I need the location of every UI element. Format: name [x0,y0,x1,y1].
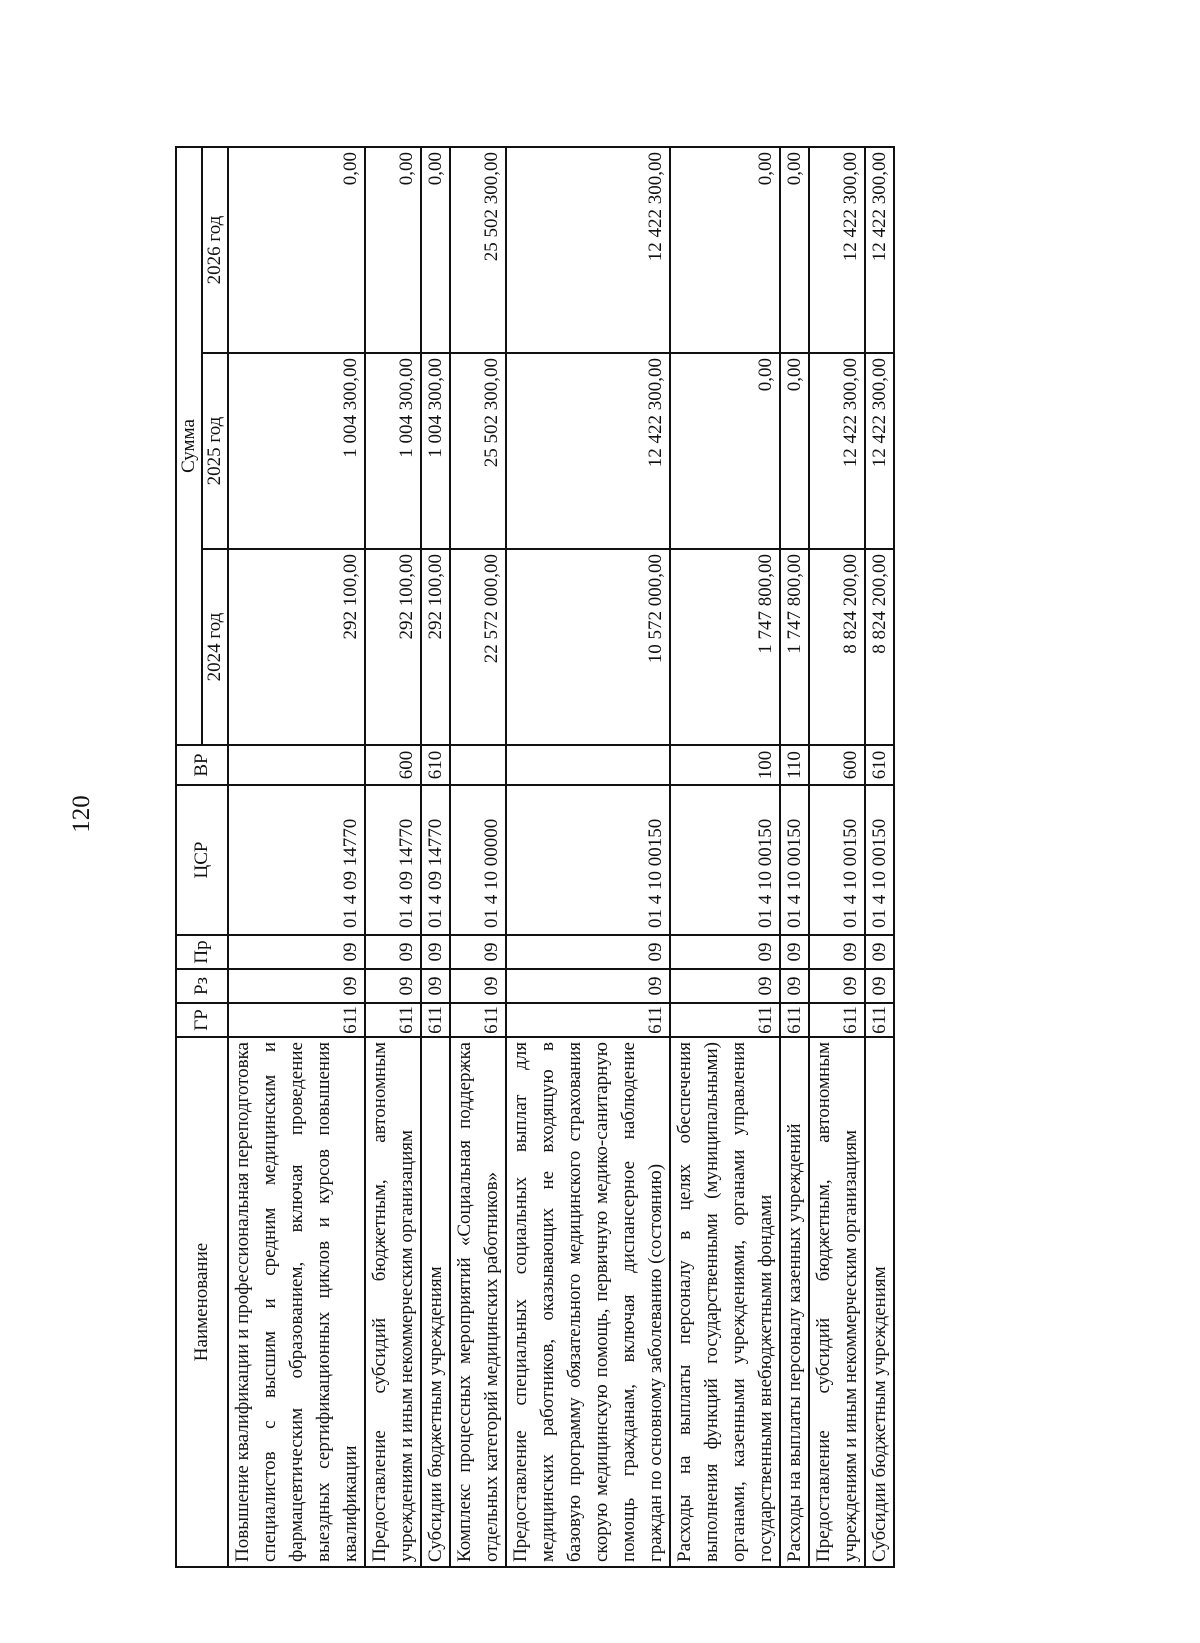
row-2026: 0,00 [780,147,809,353]
row-2024: 292 100,00 [421,549,450,745]
row-2025: 0,00 [670,353,780,549]
row-2025: 1 004 300,00 [228,353,365,549]
table-row [365,147,421,1567]
row-csr: 01 4 10 00150 [780,785,809,935]
row-gr: 611 [228,1003,365,1037]
row-vr: 600 [365,745,421,785]
table-row [809,147,865,1567]
row-csr: 01 4 09 14770 [421,785,450,935]
row-csr: 01 4 10 00150 [809,785,865,935]
row-vr: 610 [421,745,450,785]
row-pr: 09 [506,935,670,969]
row-2025: 1 004 300,00 [421,353,450,549]
row-2024: 10 572 000,00 [506,549,670,745]
row-pr: 09 [670,935,780,969]
row-name: Расходы на выплаты персоналу в целях обеспечения выполнения функций государственными (муниципальными) органами, казенными учреждениями, органами управления государственными внебюджетными фондами [670,1037,780,1567]
row-2025: 12 422 300,00 [865,353,894,549]
row-2026: 0,00 [421,147,450,353]
row-2024: 8 824 200,00 [809,549,865,745]
row-rz: 09 [506,969,670,1003]
row-vr [228,745,365,785]
row-name: Субсидии бюджетным учреждениям [865,1037,894,1567]
row-2024: 1 747 800,00 [670,549,780,745]
row-gr: 611 [365,1003,421,1037]
row-vr: 100 [670,745,780,785]
header-2026: 2026 год [202,147,228,353]
header-csr: ЦСР [176,785,228,935]
row-pr: 09 [865,935,894,969]
header-2024: 2024 год [202,549,228,745]
row-rz: 09 [780,969,809,1003]
row-csr: 01 4 10 00150 [670,785,780,935]
row-2026: 12 422 300,00 [865,147,894,353]
row-csr: 01 4 09 14770 [228,785,365,935]
row-2025: 25 502 300,00 [450,353,506,549]
budget-table [175,146,895,1568]
row-2025: 12 422 300,00 [809,353,865,549]
row-vr: 110 [780,745,809,785]
row-rz: 09 [450,969,506,1003]
row-2024: 1 747 800,00 [780,549,809,745]
row-name: Комплекс процессных мероприятий «Социальная поддержка отдельных категорий медицинских работников» [450,1037,506,1567]
table-row [506,147,670,1567]
row-gr: 611 [450,1003,506,1037]
row-2026: 0,00 [228,147,365,353]
row-rz: 09 [809,969,865,1003]
row-name: Предоставление субсидий бюджетным, автономным учреждениям и иным некоммерческим организациям [809,1037,865,1567]
row-vr [450,745,506,785]
row-2024: 292 100,00 [228,549,365,745]
table-header-row [176,147,202,1567]
row-2024: 292 100,00 [365,549,421,745]
header-pr: Пр [176,935,228,969]
row-2024: 8 824 200,00 [865,549,894,745]
row-pr: 09 [450,935,506,969]
row-gr: 611 [809,1003,865,1037]
budget-table-rotated [175,148,965,1568]
row-gr: 611 [865,1003,894,1037]
page-number: 120 [68,795,95,833]
table-row [450,147,506,1567]
row-pr: 09 [780,935,809,969]
row-name: Субсидии бюджетным учреждениям [421,1037,450,1567]
header-gr: ГР [176,1003,228,1037]
table-row [865,147,894,1567]
row-csr: 01 4 09 14770 [365,785,421,935]
row-2026: 25 502 300,00 [450,147,506,353]
header-vr: ВР [176,745,228,785]
row-gr: 611 [506,1003,670,1037]
table-row [780,147,809,1567]
header-rz: Рз [176,969,228,1003]
table-row [670,147,780,1567]
header-2025: 2025 год [202,353,228,549]
row-name: Расходы на выплаты персоналу казенных учреждений [780,1037,809,1567]
row-rz: 09 [865,969,894,1003]
row-csr: 01 4 10 00000 [450,785,506,935]
row-vr: 600 [809,745,865,785]
row-pr: 09 [228,935,365,969]
row-rz: 09 [365,969,421,1003]
row-2026: 12 422 300,00 [506,147,670,353]
row-2024: 22 572 000,00 [450,549,506,745]
row-gr: 611 [421,1003,450,1037]
header-name: Наименование [176,1037,228,1567]
table-row [421,147,450,1567]
table-row [228,147,365,1567]
row-gr: 611 [670,1003,780,1037]
row-pr: 09 [421,935,450,969]
row-2026: 0,00 [670,147,780,353]
row-2025: 0,00 [780,353,809,549]
row-pr: 09 [365,935,421,969]
row-name: Предоставление субсидий бюджетным, автономным учреждениям и иным некоммерческим организациям [365,1037,421,1567]
row-pr: 09 [809,935,865,969]
row-2025: 1 004 300,00 [365,353,421,549]
row-vr: 610 [865,745,894,785]
row-2026: 12 422 300,00 [809,147,865,353]
row-name: Предоставление специальных социальных выплат для медицинских работников, оказывающих не входящую в базовую программу обязательного медицинского страхования скорую медицинскую помощь, первичную медико-санитарную помощь гражданам, включая диспансерное наблюдение граждан по основному заболеванию (состоянию) [506,1037,670,1567]
row-2025: 12 422 300,00 [506,353,670,549]
row-csr: 01 4 10 00150 [865,785,894,935]
row-2026: 0,00 [365,147,421,353]
row-rz: 09 [670,969,780,1003]
row-rz: 09 [421,969,450,1003]
row-name: Повышение квалификации и профессиональная переподготовка специалистов с высшим и средним медицинским и фармацевтическим образованием, включая проведение выездных сертификационных циклов и курсов повышения квалификации [228,1037,365,1567]
row-rz: 09 [228,969,365,1003]
row-gr: 611 [780,1003,809,1037]
row-csr: 01 4 10 00150 [506,785,670,935]
header-sum: Сумма [176,147,202,745]
row-vr [506,745,670,785]
